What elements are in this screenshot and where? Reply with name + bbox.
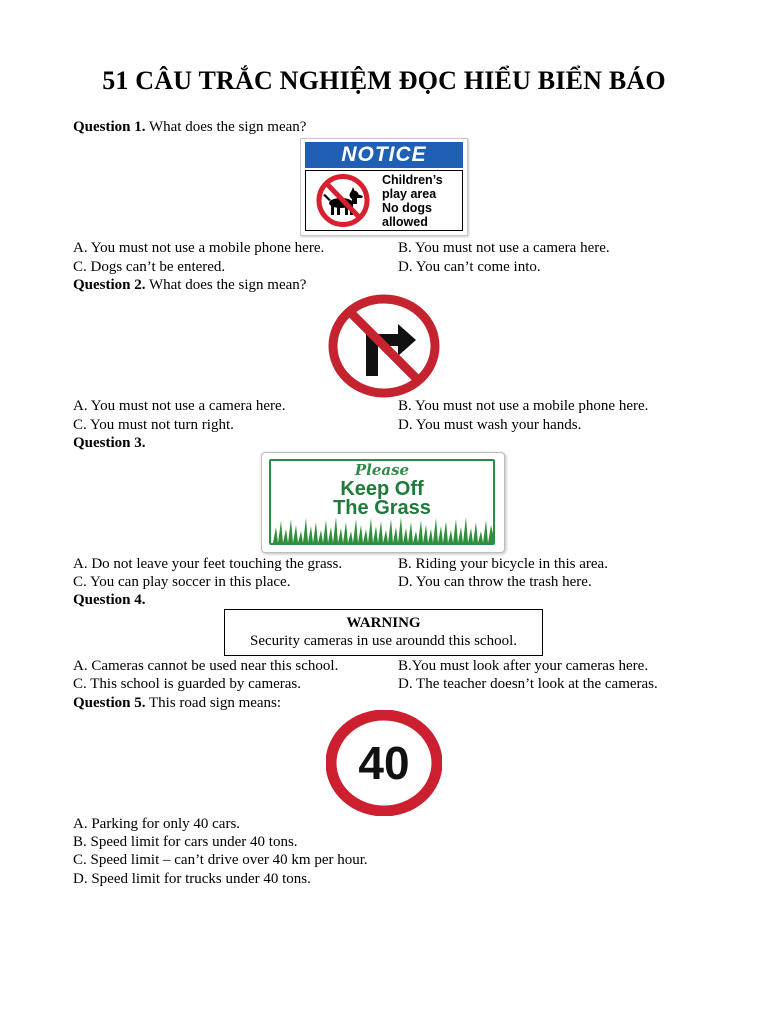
q2-option-b: B. You must not use a mobile phone here.	[398, 398, 649, 414]
q5-option-a: A. Parking for only 40 cars.	[73, 816, 241, 832]
q3-option-a: A. Do not leave your feet touching the grass.	[73, 556, 343, 572]
no-right-turn-icon	[328, 294, 440, 398]
q1-option-b: B. You must not use a camera here.	[398, 240, 610, 256]
q2-option-c: C. You must not turn right.	[73, 417, 234, 433]
q4-option-b: B.You must look after your cameras here.	[398, 658, 649, 674]
notice-sign	[300, 138, 468, 236]
warning-box	[224, 609, 543, 656]
question-3-label: Question 3.	[73, 435, 146, 451]
grass-please: Please	[354, 461, 410, 479]
q5-option-d: D. Speed limit for trucks under 40 tons.	[73, 871, 311, 887]
question-2	[73, 276, 306, 294]
notice-body	[305, 170, 463, 231]
q3-option-d: D. You can throw the trash here.	[398, 574, 592, 590]
q1-option-d: D. You can’t come into.	[398, 259, 541, 275]
grass-line-2: The Grass	[333, 497, 431, 519]
no-dogs-icon	[308, 173, 378, 228]
question-3	[73, 434, 146, 452]
notice-line: play area	[382, 187, 437, 201]
question-1-prompt: What does the sign mean?	[145, 119, 307, 135]
notice-text	[382, 173, 462, 229]
q2-option-d: D. You must wash your hands.	[398, 417, 582, 433]
q4-option-a: A. Cameras cannot be used near this school.	[73, 658, 339, 674]
question-4-label: Question 4.	[73, 592, 146, 608]
grass-icon	[273, 513, 495, 543]
q1-option-c: C. Dogs can’t be entered.	[73, 259, 226, 275]
notice-line: allowed	[382, 215, 428, 229]
question-1	[73, 118, 306, 136]
question-1-label: Question 1.	[73, 119, 146, 135]
q4-option-c: C. This school is guarded by cameras.	[73, 676, 302, 692]
q5-option-c: C. Speed limit – can’t drive over 40 km per hour.	[73, 852, 368, 868]
q3-option-b: B. Riding your bicycle in this area.	[398, 556, 608, 572]
q3-option-c: C. You can play soccer in this place.	[73, 574, 291, 590]
grass-line-1: Keep Off	[340, 478, 424, 500]
q2-option-a: A. You must not use a camera here.	[73, 398, 286, 414]
speed-limit-number: 40	[358, 737, 410, 789]
warning-title: WARNING	[346, 615, 421, 631]
question-4	[73, 591, 146, 609]
grass-sign-border	[269, 459, 495, 545]
speed-limit-icon	[326, 710, 442, 816]
page-title: 51 CÂU TRẮC NGHIỆM ĐỌC HIỂU BIỂN BÁO	[102, 66, 666, 95]
notice-line: No dogs	[382, 201, 432, 215]
question-5	[73, 694, 281, 712]
question-5-prompt: This road sign means:	[145, 695, 282, 711]
q1-option-a: A. You must not use a mobile phone here.	[73, 240, 325, 256]
warning-text: Security cameras in use aroundd this school.	[249, 633, 518, 649]
q4-option-d: D. The teacher doesn’t look at the cameras.	[398, 676, 658, 692]
q5-option-b: B. Speed limit for cars under 40 tons.	[73, 834, 298, 850]
question-2-prompt: What does the sign mean?	[145, 277, 307, 293]
question-5-label: Question 5.	[73, 695, 146, 711]
question-2-label: Question 2.	[73, 277, 146, 293]
notice-header: NOTICE	[305, 142, 463, 168]
keep-off-grass-sign	[261, 452, 505, 553]
notice-line: Children’s	[382, 173, 443, 187]
